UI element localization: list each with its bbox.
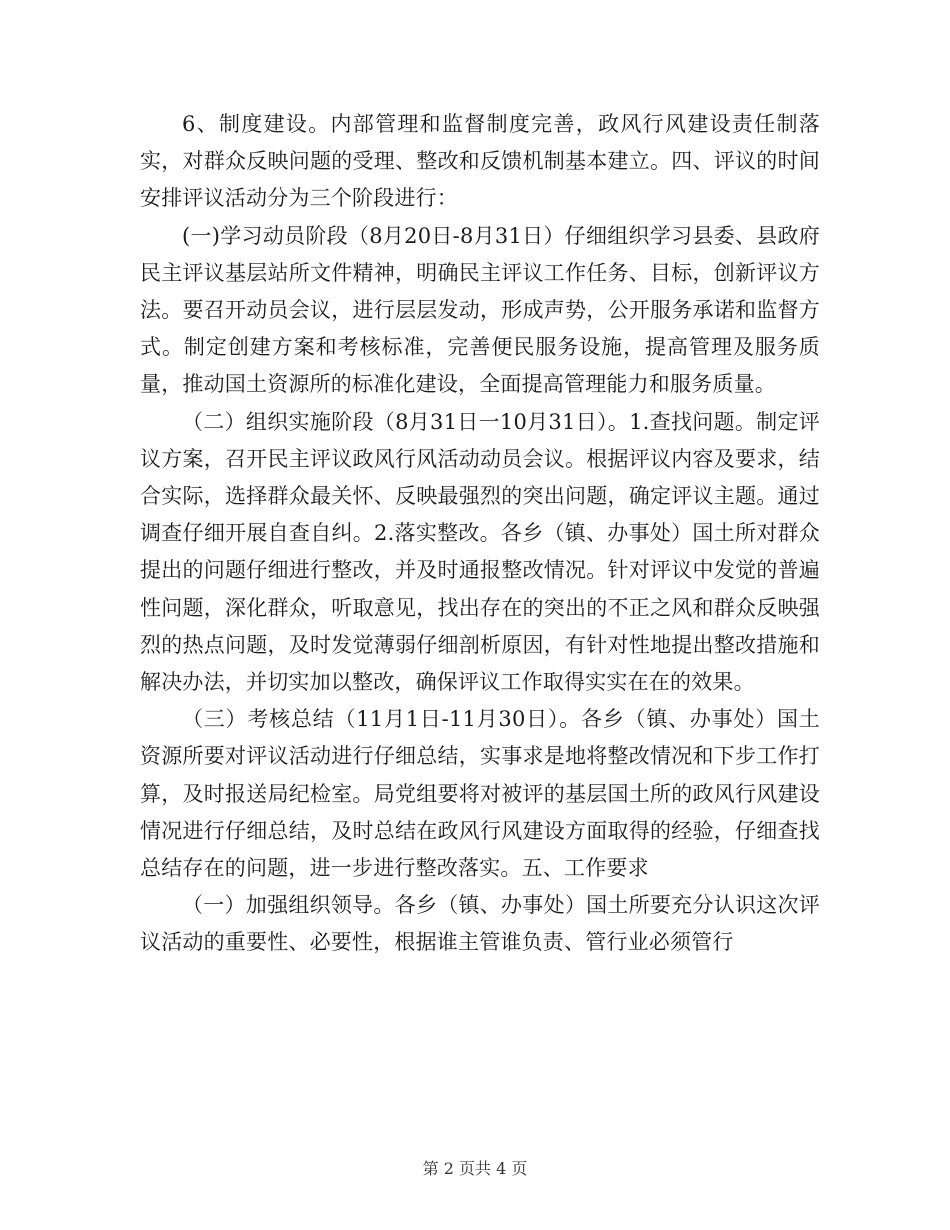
paragraph-mobilization-stage: (一)学习动员阶段（8月20日-8月31日）仔细组织学习县委、县政府民主评议基层站所文件精神，明确民主评议工作任务、目标，创新评议方法。要召开动员会议，进行层层发动，形成声势，公开服务承诺和监督方式。制定创建方案和考核标准，完善便民服务设施，提高管理及服务质量，推动国土资源所的标准化建设，全面提高管理能力和服务质量。: [140, 223, 820, 397]
paragraph-implementation-stage: （二）组织实施阶段（8月31日一10月31日）。1.查找问题。制定评议方案，召开民主评议政风行风活动动员会议。根据评议内容及要求，结合实际，选择群众最关怀、反映最强烈的突出问题，确定评议主题。通过调查仔细开展自查自纠。2.落实整改。各乡（镇、办事处）国土所对群众提出的问题仔细进行整改，并及时通报整改情况。针对评议中发觉的普遍性问题，深化群众，听取意见，找出存在的突出的不正之风和群众反映强烈的热点问题，及时发觉薄弱仔细剖析原因，有针对性地提出整改措施和解决办法，并切实加以整改，确保评议工作取得实实在在的效果。: [140, 409, 820, 695]
paragraph-assessment-summary: （三）考核总结（11月1日-11月30日）。各乡（镇、办事处）国土资源所要对评议活动进行仔细总结，实事求是地将整改情况和下步工作打算，及时报送局纪检室。局党组要将对被评的基层国土所的政风行风建设情况进行仔细总结，及时总结在政风行风建设方面取得的经验，仔细查找总结存在的问题，进一步进行整改落实。五、工作要求: [140, 707, 820, 881]
paragraph-organization-leadership: （一）加强组织领导。各乡（镇、办事处）国土所要充分认识这次评议活动的重要性、必要性，根据谁主管谁负责、管行业必须管行: [140, 893, 820, 955]
document-body: [140, 106, 820, 962]
page-number-footer: 第 2 页共 4 页: [422, 1159, 528, 1178]
paragraph-system-building: 6、制度建设。内部管理和监督制度完善，政风行风建设责任制落实，对群众反映问题的受理、整改和反馈机制基本建立。四、评议的时间安排评议活动分为三个阶段进行：: [140, 112, 820, 211]
